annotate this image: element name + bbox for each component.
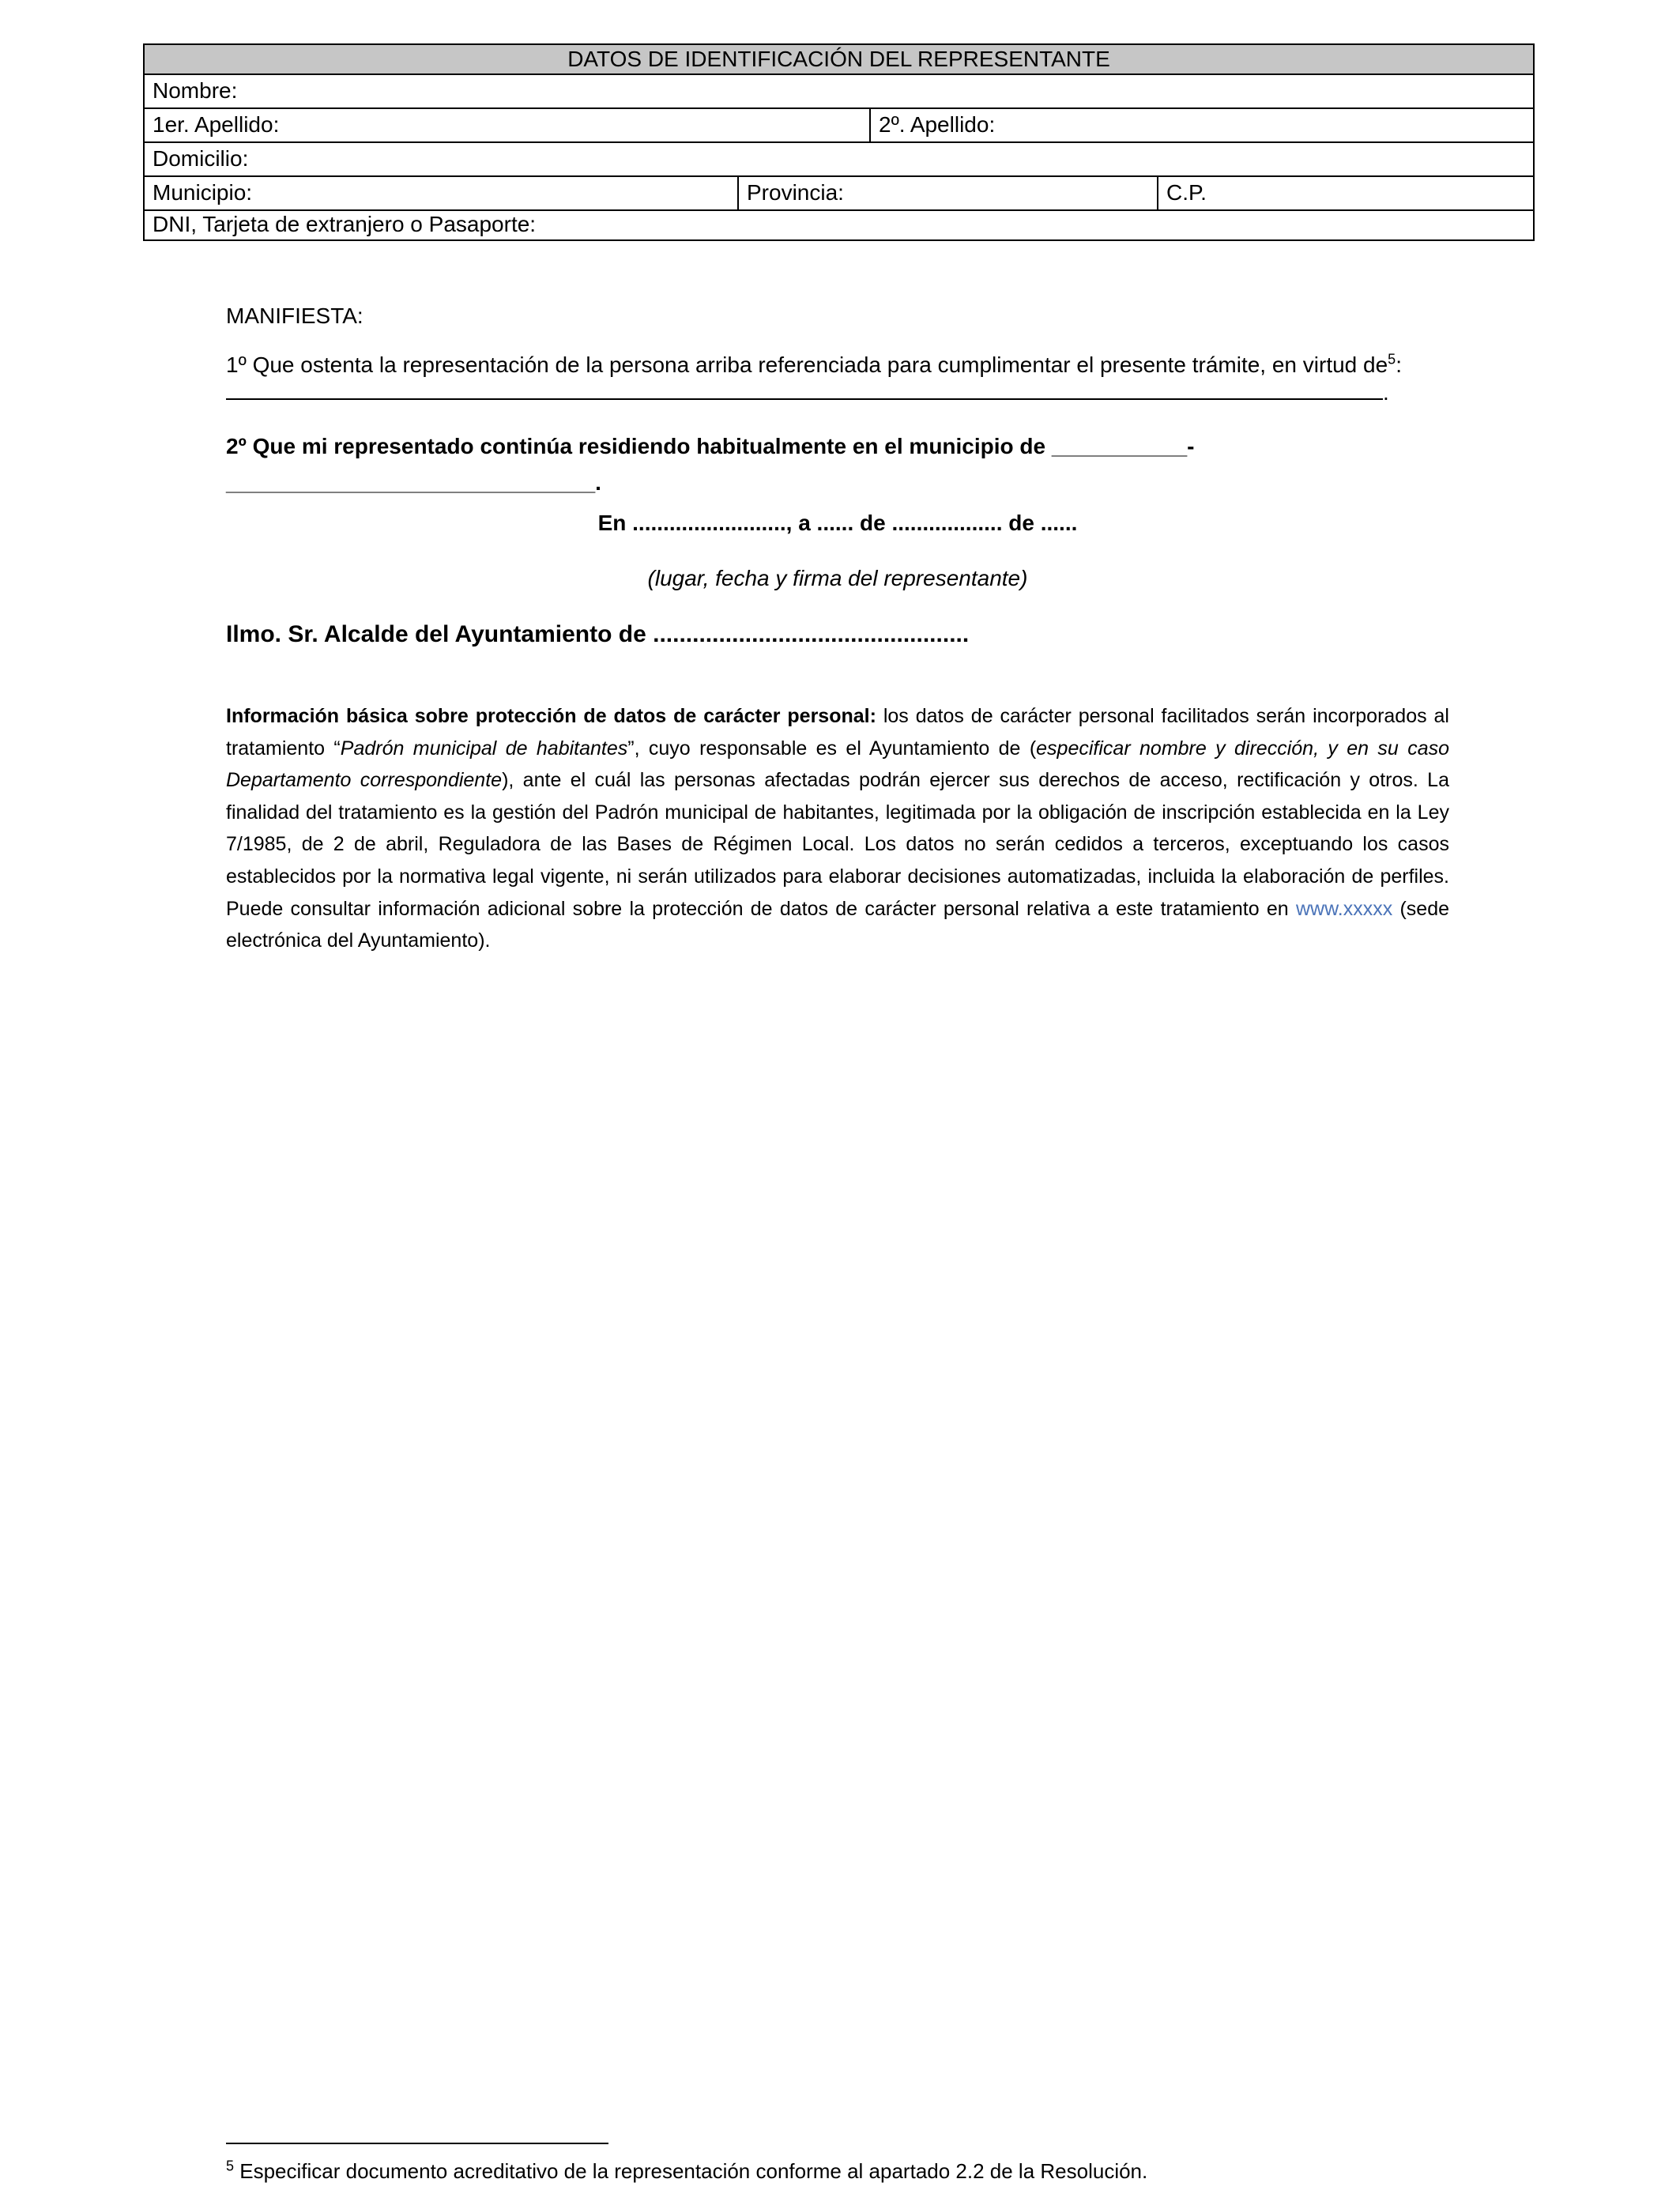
municipio-field[interactable]: Municipio: — [153, 180, 253, 205]
table-header: DATOS DE IDENTIFICACIÓN DEL REPRESENTANTE — [567, 47, 1110, 71]
paragraph-1 — [226, 352, 1449, 405]
table-row — [145, 74, 1533, 107]
paragraph-2-text: 2º Que mi representado continúa residiendo habitualmente en el municipio de — [226, 434, 1052, 458]
info-text-1: los datos de carácter personal facilitados serán incorporados al tratamiento “ — [226, 705, 1449, 760]
cp-field[interactable]: C.P. — [1157, 177, 1533, 209]
info-italic-2: especificar nombre y dirección, y en su caso Departamento correspondiente — [226, 737, 1449, 792]
paragraph-1-end: . — [1383, 380, 1389, 405]
table-header-row — [145, 45, 1533, 74]
paragraph-2-dash: - — [1187, 434, 1195, 458]
municipio-blank-1[interactable]: ___________ — [1051, 434, 1188, 458]
manifiesta-heading: MANIFIESTA: — [226, 303, 363, 328]
footnote-ref[interactable]: 5 — [1388, 351, 1396, 368]
place-date-line: En ........................., a ...... de .................. de ...... — [597, 511, 1078, 535]
provincia-field[interactable]: Provincia: — [737, 177, 1157, 209]
info-text-3: ), ante el cuál las personas afectadas podrán ejercer sus derechos de acceso, rectificación y otros. La finalidad del tratamiento es la gestión del Padrón municipal de habitantes, legitimada por la obligación de inscripción establecida en la Ley 7/1985, de 2 de abril, Reguladora de las Bases de Régimen Local. Los datos no serán cedidos a terceros, exceptuando los casos establecidos por la normativa legal vigente, ni serán utilizados para elaborar decisiones automatizadas, incluida la elaboración de perfiles. Puede consultar información adicional sobre la protección de datos de carácter personal relativa a este tratamiento en — [226, 769, 1449, 920]
info-italic-1: Padrón municipal de habitantes — [340, 737, 628, 760]
footnote-number: 5 — [226, 2158, 235, 2174]
nombre-field[interactable]: Nombre: — [153, 78, 238, 103]
table-row — [145, 141, 1533, 175]
domicilio-field[interactable]: Domicilio: — [153, 146, 249, 171]
footnote — [226, 2159, 1569, 2184]
footnote-separator — [226, 2143, 608, 2144]
info-link[interactable]: www.xxxxx — [1295, 897, 1393, 920]
representation-blank-line[interactable] — [226, 378, 1383, 400]
info-lead: Información básica sobre protección de datos de carácter personal: — [226, 705, 876, 727]
paragraph-1-text: 1º Que ostenta la representación de la persona arriba referenciada para cumplimentar el presente trámite, en virtud de — [226, 352, 1388, 377]
municipio-blank-2[interactable]: ______________________________ — [226, 470, 596, 495]
signature-caption: (lugar, fecha y firma del representante) — [647, 566, 1028, 590]
table-row — [145, 209, 1533, 239]
paragraph-2-end: . — [595, 470, 601, 495]
addressee-line: Ilmo. Sr. Alcalde del Ayuntamiento de ................................................ — [226, 621, 970, 647]
info-text-2: ”, cuyo responsable es el Ayuntamiento de ( — [627, 737, 1037, 760]
paragraph-2 — [226, 428, 1449, 501]
info-text-4: (sede electrónica del Ayuntamiento). — [226, 897, 1449, 952]
apellido1-field[interactable]: 1er. Apellido: — [153, 112, 280, 137]
apellido2-field[interactable]: 2º. Apellido: — [869, 109, 1533, 141]
table-row — [145, 107, 1533, 141]
paragraph-1-colon: : — [1396, 352, 1402, 377]
representative-id-table — [143, 43, 1535, 241]
dni-field[interactable]: DNI, Tarjeta de extranjero o Pasaporte: — [153, 212, 537, 236]
table-row — [145, 175, 1533, 209]
data-protection-info — [226, 700, 1449, 957]
footnote-text: Especificar documento acreditativo de la representación conforme al apartado 2.2 de la Resolución. — [234, 2159, 1148, 2183]
